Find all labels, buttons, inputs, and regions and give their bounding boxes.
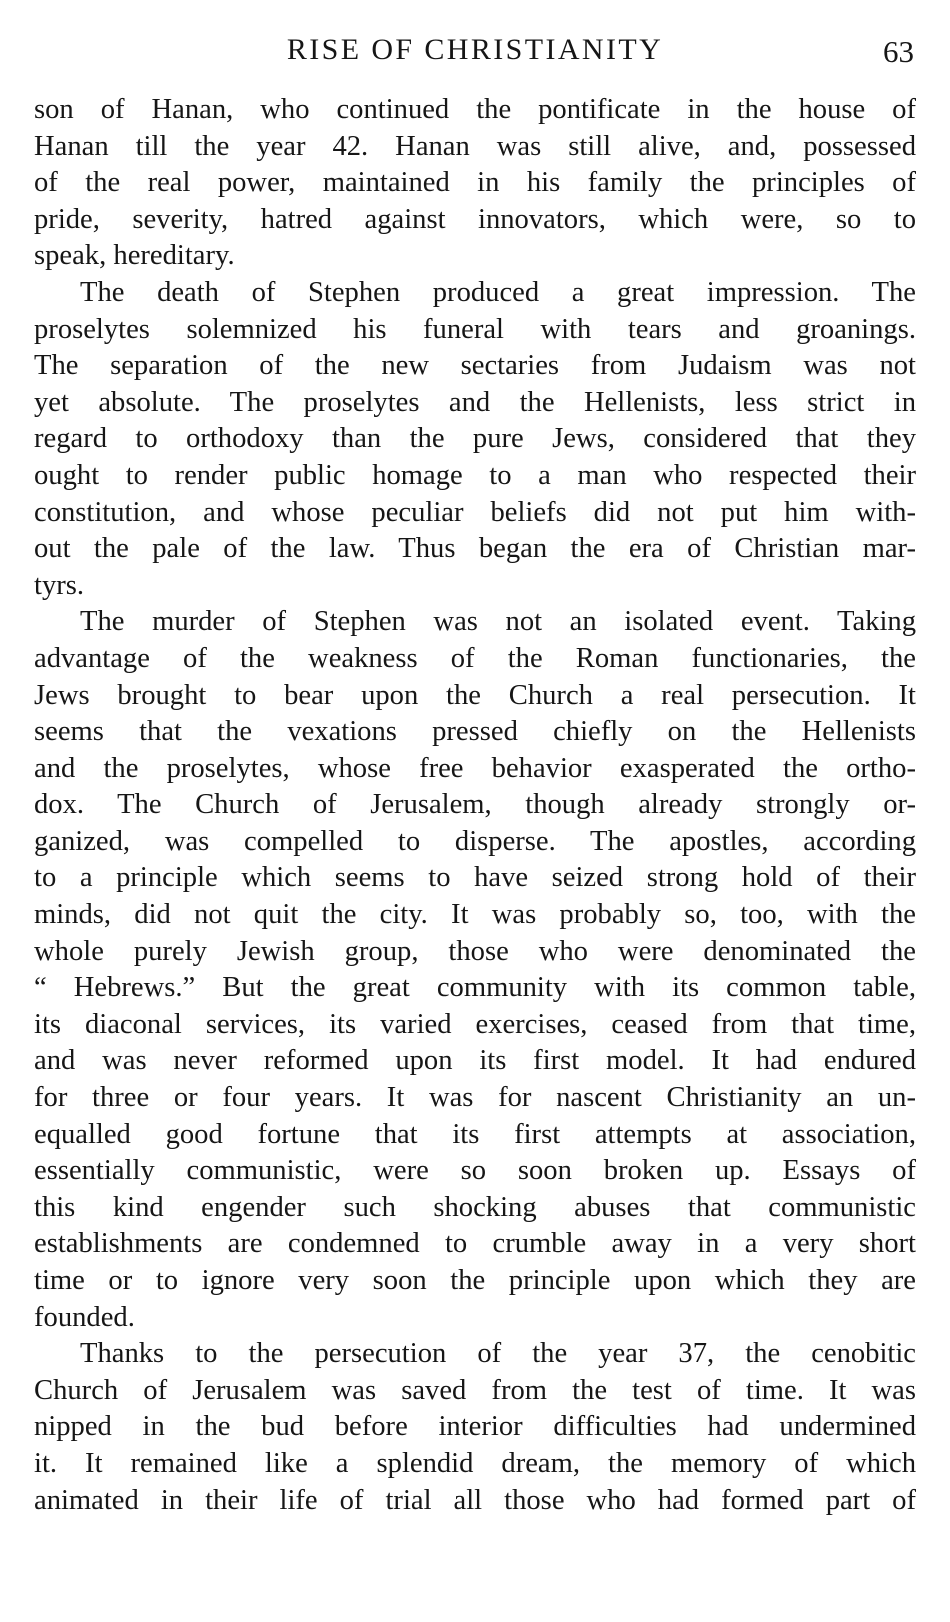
text-line: equalled good fortune that its first attempts at association, [34, 1118, 916, 1150]
text-line: it. It remained like a splendid dream, the memory of which [34, 1447, 916, 1479]
text-line: tyrs. [34, 569, 85, 601]
text-line: “ Hebrews.” But the great community with its common table, [34, 972, 916, 1004]
text-line: Jews brought to bear upon the Church a real persecution. It [34, 679, 916, 711]
text-line: ought to render public homage to a man who respected their [34, 459, 916, 491]
text-line: The death of Stephen produced a great impression. The [80, 276, 916, 308]
text-line: Church of Jerusalem was saved from the test of time. It was [34, 1374, 916, 1406]
body-text [34, 92, 916, 1519]
text-line: time or to ignore very soon the principle upon which they are [34, 1265, 916, 1296]
text-line: advantage of the weakness of the Roman functionaries, the [34, 642, 916, 674]
text-line: Hanan till the year 42. Hanan was still alive, and, possessed [34, 130, 916, 162]
text-line: its diaconal services, its varied exercises, ceased from that time, [34, 1008, 916, 1040]
text-line: yet absolute. The proselytes and the Hellenists, less strict in [34, 386, 916, 418]
text-line: constitution, and whose peculiar beliefs did not put him with- [34, 496, 916, 528]
text-line: dox. The Church of Jerusalem, though already strongly or- [34, 789, 916, 821]
text-line: The murder of Stephen was not an isolated event. Taking [80, 606, 916, 638]
text-line: of the real power, maintained in his family the principles of [34, 167, 916, 199]
text-line: proselytes solemnized his funeral with tears and groanings. [34, 313, 916, 345]
text-line: minds, did not quit the city. It was probably so, too, with the [34, 899, 916, 931]
text-line: regard to orthodoxy than the pure Jews, considered that they [34, 423, 916, 455]
text-line: establishments are condemned to crumble away in a very short [34, 1228, 916, 1260]
text-line: founded. [34, 1301, 135, 1333]
text-line: The separation of the new sectaries from Judaism was not [34, 350, 916, 382]
text-line: speak, hereditary. [34, 240, 235, 272]
text-line: for three or four years. It was for nascent Christianity an un- [34, 1082, 916, 1114]
running-head [34, 30, 916, 74]
text-line: to a principle which seems to have seized strong hold of their [34, 862, 916, 894]
page-number: 63 [883, 34, 914, 69]
text-line: whole purely Jewish group, those who were denominated the [34, 935, 916, 967]
text-line: out the pale of the law. Thus began the era of Christian mar- [34, 533, 916, 565]
running-title: RISE OF CHRISTIANITY [286, 33, 664, 66]
text-line: Thanks to the persecution of the year 37, the cenobitic [80, 1338, 916, 1370]
text-line: son of Hanan, who continued the pontificate in the house of [34, 94, 916, 125]
text-line: and the proselytes, whose free behavior exasperated the ortho- [34, 752, 916, 784]
text-line: pride, severity, hatred against innovators, which were, so to [34, 203, 916, 235]
text-line: seems that the vexations pressed chiefly on the Hellenists [34, 716, 916, 748]
text-line: ganized, was compelled to disperse. The apostles, according [34, 825, 916, 857]
text-line: and was never reformed upon its first model. It had endured [34, 1045, 916, 1077]
text-line: animated in their life of trial all those who had formed part of [34, 1484, 916, 1516]
text-line: essentially communistic, were so soon broken up. Essays of [34, 1155, 916, 1187]
text-line: this kind engender such shocking abuses that communistic [34, 1191, 916, 1223]
text-line: nipped in the bud before interior difficulties had undermined [34, 1411, 916, 1443]
